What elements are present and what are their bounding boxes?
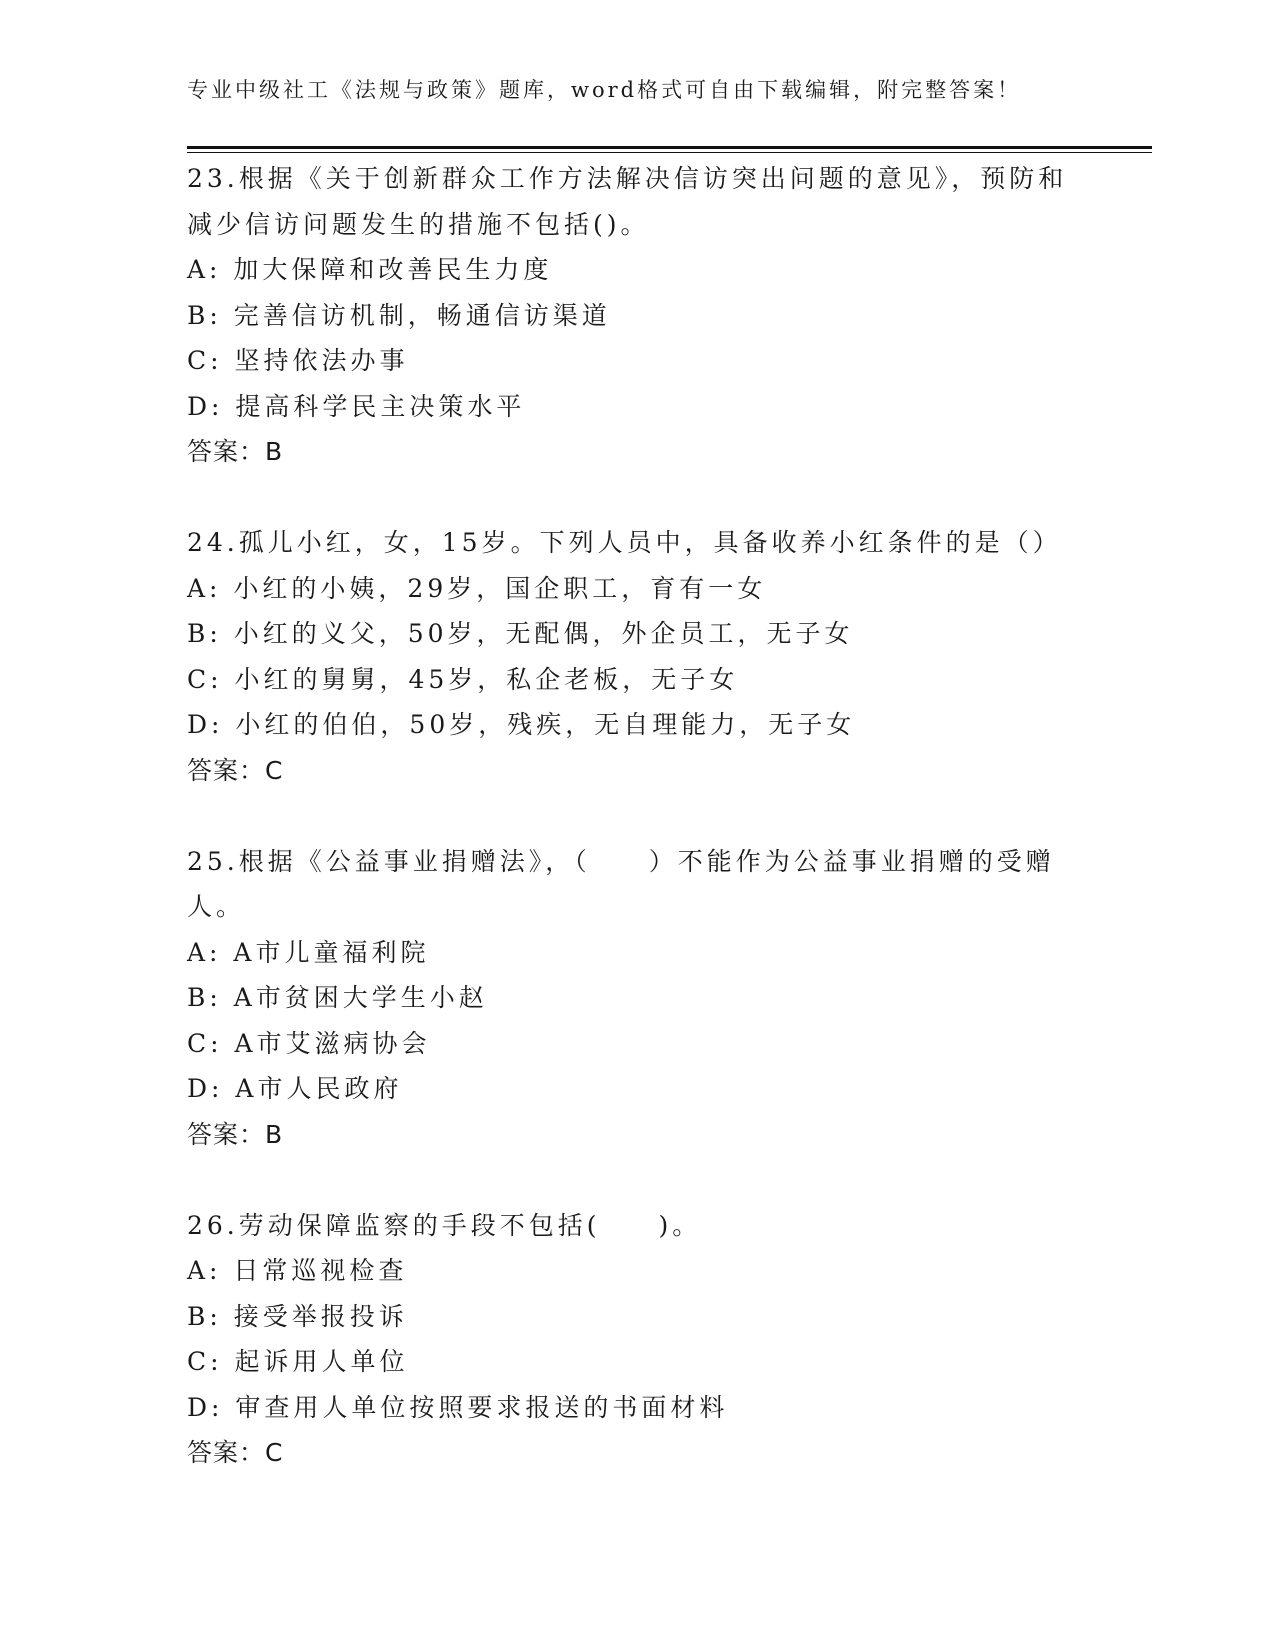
answer: 答案：C [187,755,284,785]
question-stem: 人。 [187,892,246,921]
question-stem: 23.根据《关于创新群众工作方法解决信访突出问题的意见》，预防和 [187,164,1068,193]
question-25 [187,839,1087,1158]
option-a: A: 小红的小姨，29岁，国企职工，育有一女 [187,573,767,603]
spacer [187,475,1087,521]
option-b: B: 小红的义父，50岁，无配偶，外企员工，无子女 [187,619,854,648]
spacer [187,1157,1087,1203]
option-d: D: A市人民政府 [187,1074,403,1103]
option-d: D: 提高科学民主决策水平 [187,391,526,421]
option-d: D: 小红的伯伯，50岁，残疾，无自理能力，无子女 [187,710,856,739]
option-c: C: 小红的舅舅，45岁，私企老板，无子女 [187,664,739,694]
option-c: C: 起诉用人单位 [187,1347,409,1376]
question-stem: 减少信访问题发生的措施不包括()。 [187,209,650,239]
question-list [187,156,1087,1476]
option-a: A: 日常巡视检查 [187,1256,408,1285]
option-b: B: A市贫困大学生小赵 [187,983,488,1012]
question-stem: 24.孤儿小红，女，15岁。下列人员中，具备收养小红条件的是（） [187,528,1062,557]
header-rule-thin [187,152,1152,153]
option-a: A: A市儿童福利院 [187,937,430,967]
question-24 [187,520,1087,793]
question-stem: 25.根据《公益事业捐赠法》，（ ）不能作为公益事业捐赠的受赠 [187,846,1055,876]
question-23 [187,156,1087,475]
option-b: B: 接受举报投诉 [187,1301,408,1331]
spacer [187,793,1087,839]
answer: 答案：C [187,1438,284,1467]
question-26 [187,1203,1087,1476]
header-rule-thick [187,146,1152,149]
answer: 答案：B [187,1119,284,1149]
option-c: C: 坚持依法办事 [187,346,409,375]
option-a: A: 加大保障和改善民生力度 [187,255,553,284]
option-b: B: 完善信访机制，畅通信访渠道 [187,300,611,330]
page-header: 专业中级社工《法规与政策》题库，word格式可自由下载编辑，附完整答案！ [187,78,1022,102]
question-stem: 26.劳动保障监察的手段不包括( )。 [187,1210,702,1240]
option-d: D: 审查用人单位按照要求报送的书面材料 [187,1392,729,1422]
answer: 答案：B [187,437,284,466]
option-c: C: A市艾滋病协会 [187,1028,431,1058]
